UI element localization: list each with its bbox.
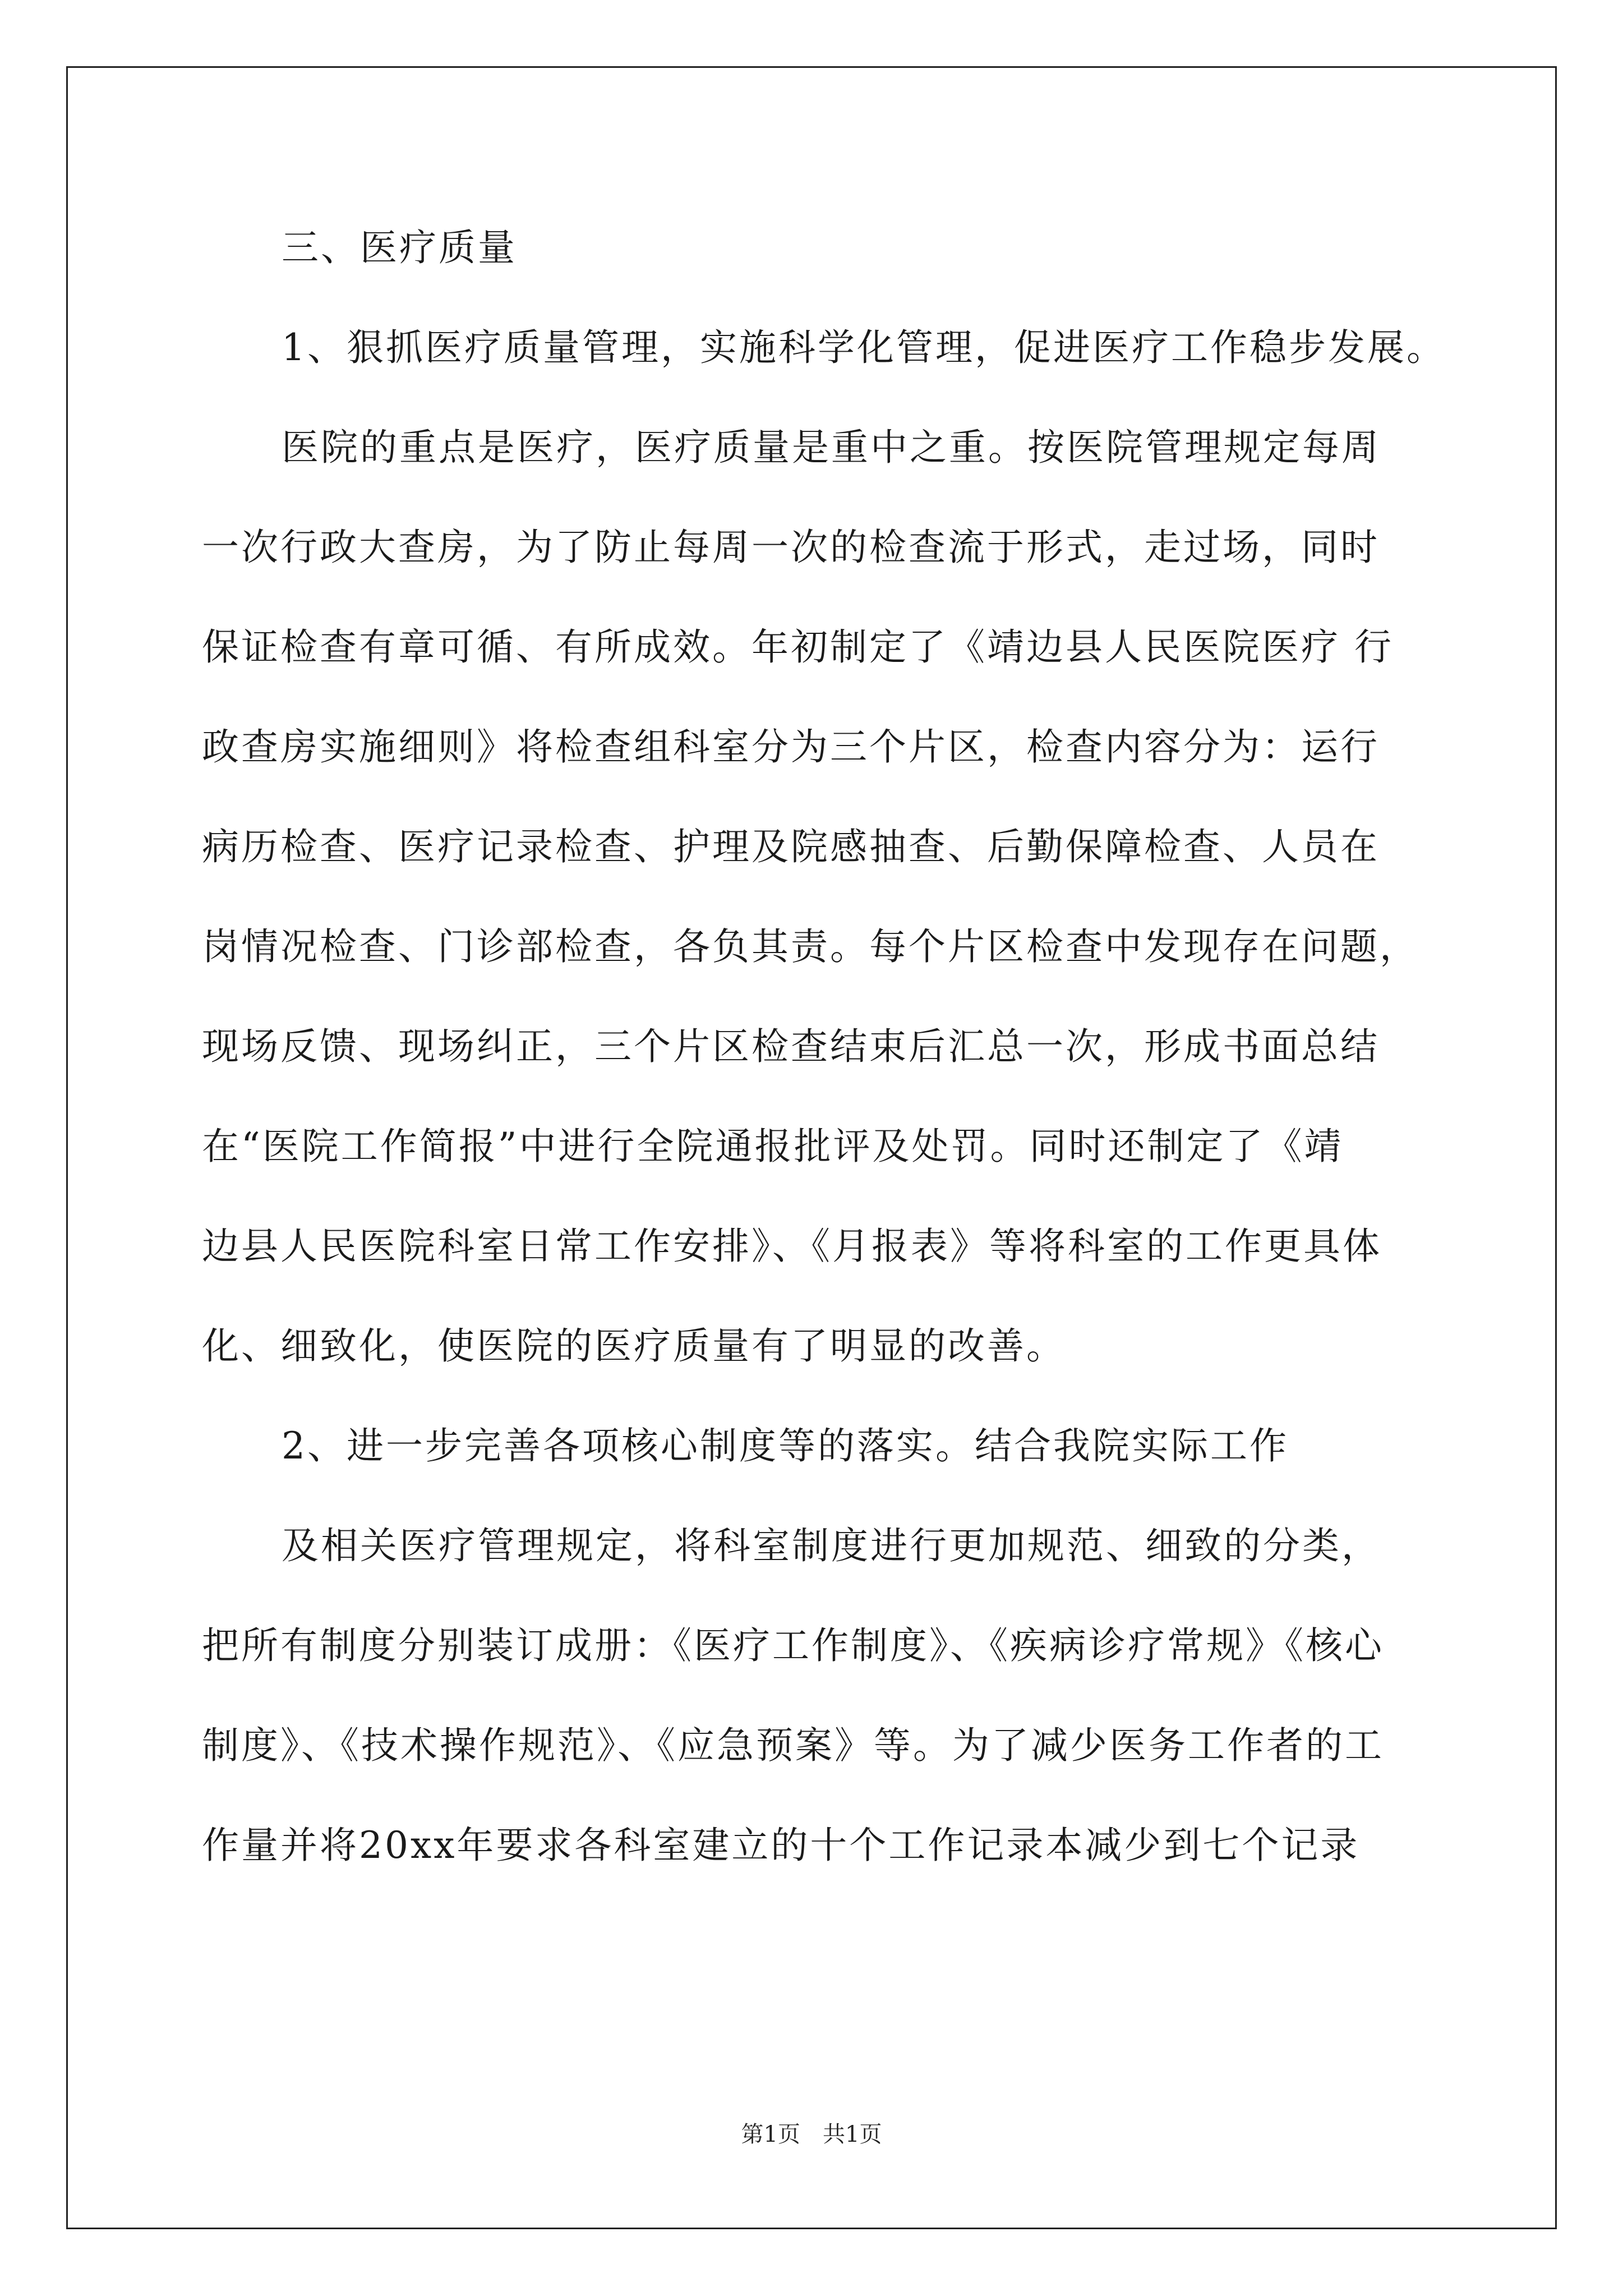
text-line: 现场反馈、现场纠正，三个片区检查结束后汇总一次，形成书面总结	[202, 1025, 1380, 1068]
text-line: 医院的重点是医疗，医疗质量是重中之重。按医院管理规定每周	[282, 426, 1381, 469]
text-line: 制度》、《技术操作规范》、《应急预案》等。为了减少医务工作者的工	[202, 1724, 1384, 1767]
text-line: 岗情况检查、门诊部检查，各负其责。每个片区检查中发现存在问题，	[202, 925, 1419, 968]
text-line: 及相关医疗管理规定，将科室制度进行更加规范、细致的分类，	[282, 1524, 1381, 1567]
text-line: 保证检查有章可循、有所成效。年初制定了《靖边县人民医院医疗 行	[202, 625, 1394, 669]
text-line: 在“医院工作简报”中进行全院通报批评及处罚。同时还制定了《靖	[202, 1125, 1344, 1168]
section-heading: 三、医疗质量	[282, 226, 517, 269]
text-line: 把所有制度分别装订成册：《医疗工作制度》、《疾病诊疗常规》《核心	[202, 1624, 1384, 1667]
text-line: 政查房实施细则》将检查组科室分为三个片区，检查内容分为：运行	[202, 725, 1380, 769]
text-line: 作量并将20xx年要求各科室建立的十个工作记录本减少到七个记录	[202, 1824, 1360, 1867]
subheading-2: 2、进一步完善各项核心制度等的落实。结合我院实际工作	[282, 1424, 1289, 1467]
subheading-1: 1、狠抓医疗质量管理，实施科学化管理，促进医疗工作稳步发展。	[282, 326, 1446, 369]
text-line: 边县人民医院科室日常工作安排》、《月报表》等将科室的工作更具体	[202, 1225, 1382, 1268]
text-line: 一次行政大查房，为了防止每周一次的检查流于形式，走过场，同时	[202, 526, 1380, 569]
page-footer: 第1页 共1页	[741, 2122, 882, 2147]
text-line: 化、细致化，使医院的医疗质量有了明显的改善。	[202, 1324, 1066, 1368]
text-line: 病历检查、医疗记录检查、护理及院感抽查、后勤保障检查、人员在	[202, 825, 1380, 868]
